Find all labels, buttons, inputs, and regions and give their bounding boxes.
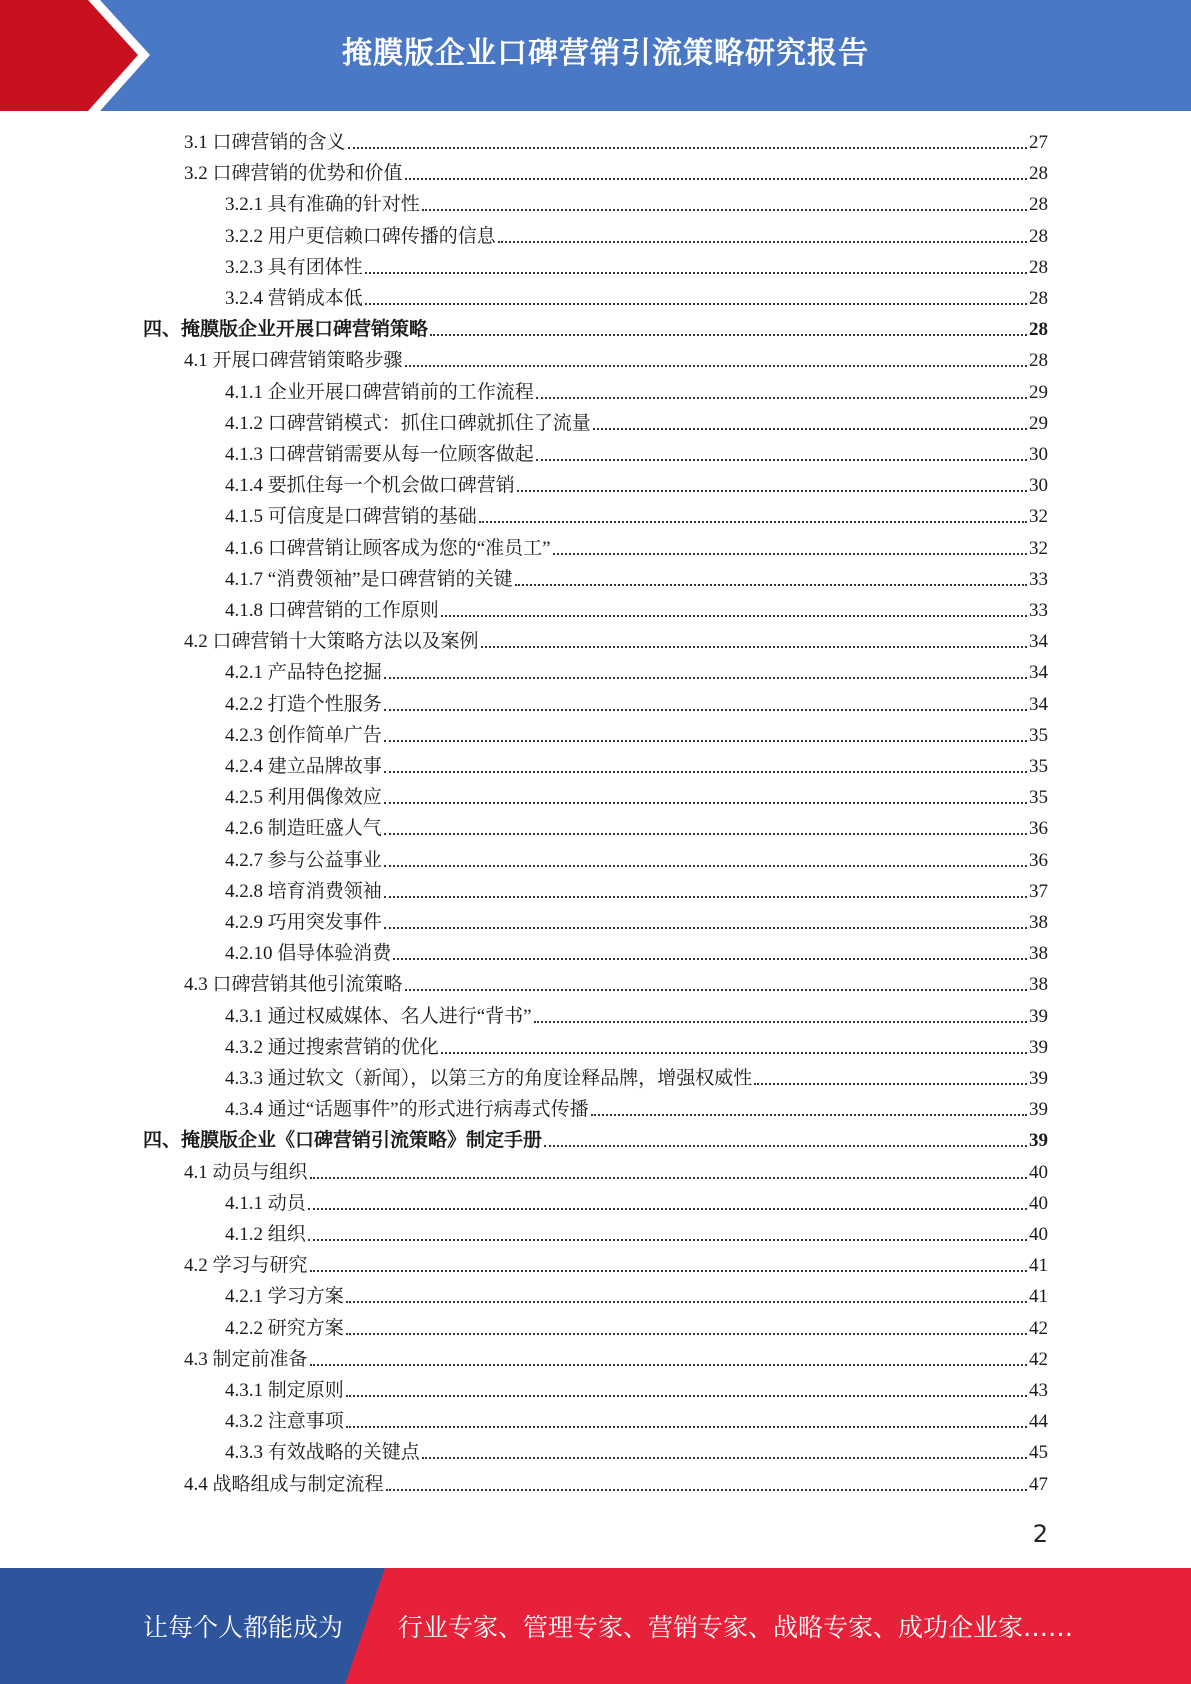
toc-entry-label: 4.3.2 注意事项 [225, 1411, 344, 1433]
toc-entry-label: 4.2.8 培育消费领袖 [225, 880, 382, 902]
toc-entry-label: 4.1.1 企业开展口碑营销前的工作流程 [225, 381, 534, 403]
toc-entry-page: 34 [1029, 693, 1048, 715]
toc-entry-page: 39 [1029, 1099, 1048, 1121]
toc-entry-label: 4.1.1 动员 [225, 1192, 306, 1214]
toc-entry[interactable] [184, 626, 1048, 657]
toc-entry-label: 4.3 口碑营销其他引流策略 [184, 974, 403, 996]
toc-entry-label: 4.1.4 要抓住每一个机会做口碑营销 [225, 475, 515, 497]
toc-entry[interactable] [225, 751, 1048, 782]
toc-entry-label: 4.2.1 产品特色挖掘 [225, 662, 382, 684]
toc-dot-leader [384, 676, 1027, 679]
toc-entry[interactable] [225, 501, 1048, 532]
toc-entry[interactable] [225, 439, 1048, 470]
toc-entry-page: 27 [1029, 132, 1048, 153]
toc-entry-label: 4.3.4 通过“话题事件”的形式进行病毒式传播 [225, 1099, 589, 1121]
toc-entry-label: 4.1.2 口碑营销模式：抓住口碑就抓住了流量 [225, 412, 591, 434]
toc-entry-label: 4.2.10 倡导体验消费 [225, 943, 392, 965]
toc-entry-page: 28 [1029, 288, 1048, 309]
toc-entry[interactable] [225, 876, 1048, 907]
toc-entry-page: 34 [1029, 631, 1048, 653]
toc-entry[interactable] [184, 1157, 1048, 1188]
toc-entry-page: 32 [1029, 506, 1048, 528]
toc-dot-leader [384, 739, 1027, 742]
toc-entry-page: 41 [1029, 1286, 1048, 1308]
toc-dot-leader [441, 1051, 1027, 1054]
toc-entry-label: 4.1.3 口碑营销需要从每一位顾客做起 [225, 444, 534, 465]
toc-dot-leader [365, 302, 1027, 305]
toc-entry[interactable] [225, 252, 1048, 283]
toc-entry-page: 35 [1029, 724, 1048, 746]
toc-entry-label: 4.3.3 有效战略的关键点 [225, 1442, 420, 1464]
toc-entry[interactable] [184, 1344, 1048, 1375]
toc-entry-page: 45 [1029, 1442, 1048, 1464]
toc-entry[interactable] [184, 127, 1048, 158]
toc-entry[interactable] [225, 283, 1048, 314]
toc-entry-page: 33 [1029, 568, 1048, 590]
toc-entry[interactable] [225, 1063, 1048, 1094]
toc-entry[interactable] [225, 1032, 1048, 1063]
toc-dot-leader [544, 1144, 1027, 1147]
toc-dot-leader [346, 1394, 1027, 1397]
toc-dot-leader [498, 240, 1027, 243]
toc-entry[interactable] [225, 221, 1048, 252]
toc-entry[interactable] [225, 1437, 1048, 1468]
toc-entry-label: 3.2.2 用户更信赖口碑传播的信息 [225, 225, 496, 247]
toc-entry-label: 4.2.2 打造个性服务 [225, 693, 382, 715]
toc-entry[interactable] [225, 377, 1048, 408]
toc-dot-leader [517, 489, 1027, 492]
toc-entry[interactable] [184, 1469, 1048, 1500]
toc-entry-page: 47 [1029, 1473, 1048, 1495]
toc-dot-leader [536, 396, 1027, 399]
toc-entry-page: 40 [1029, 1224, 1048, 1245]
toc-entry[interactable] [225, 938, 1048, 969]
toc-entry-page: 39 [1029, 1005, 1048, 1027]
toc-entry-page: 43 [1029, 1380, 1048, 1401]
toc-entry-page: 44 [1029, 1411, 1048, 1433]
toc-entry-label: 4.2.3 创作简单广告 [225, 724, 382, 746]
toc-entry[interactable] [225, 845, 1048, 876]
toc-entry-page: 38 [1029, 912, 1048, 933]
toc-entry-label: 4.3 制定前准备 [184, 1348, 308, 1370]
toc-dot-leader [310, 1269, 1027, 1272]
toc-dot-leader [384, 770, 1027, 773]
toc-entry-page: 28 [1029, 319, 1048, 341]
toc-chapter-entry[interactable] [143, 1125, 1048, 1156]
toc-entry[interactable] [184, 345, 1048, 376]
toc-entry-page: 35 [1029, 756, 1048, 777]
document-title: 掩膜版企业口碑营销引流策略研究报告 [342, 36, 869, 71]
toc-entry-label: 4.1 动员与组织 [184, 1161, 308, 1183]
toc-entry[interactable] [225, 533, 1048, 564]
toc-entry[interactable] [225, 1219, 1048, 1250]
toc-entry-label: 4.2.1 学习方案 [225, 1286, 344, 1308]
toc-entry[interactable] [225, 564, 1048, 595]
toc-entry-label: 4.1.8 口碑营销的工作原则 [225, 600, 439, 621]
toc-dot-leader [405, 177, 1027, 180]
toc-entry-page: 39 [1029, 1130, 1048, 1152]
toc-entry-label: 4.1.6 口碑营销让顾客成为您的“准员工” [225, 537, 551, 559]
toc-entry-page: 29 [1029, 412, 1048, 434]
toc-dot-leader [422, 1456, 1027, 1459]
toc-entry-label: 4.4 战略组成与制定流程 [184, 1473, 384, 1495]
toc-entry-label: 3.2.1 具有准确的针对性 [225, 194, 420, 216]
toc-entry[interactable] [225, 720, 1048, 751]
toc-dot-leader [405, 988, 1027, 991]
toc-dot-leader [384, 895, 1027, 898]
toc-entry-page: 39 [1029, 1068, 1048, 1089]
toc-entry-page: 38 [1029, 974, 1048, 996]
toc-entry-label: 4.3.1 通过权威媒体、名人进行“背书” [225, 1005, 532, 1027]
toc-entry-page: 32 [1029, 537, 1048, 559]
toc-dot-leader [479, 520, 1027, 523]
toc-entry[interactable] [225, 470, 1048, 501]
toc-dot-leader [384, 832, 1027, 835]
toc-dot-leader [308, 1207, 1027, 1210]
toc-entry-label: 4.2.7 参与公益事业 [225, 849, 382, 871]
toc-entry-page: 28 [1029, 225, 1048, 247]
toc-entry-label: 4.2.6 制造旺盛人气 [225, 818, 382, 840]
toc-entry[interactable] [225, 782, 1048, 813]
toc-dot-leader [346, 1332, 1027, 1335]
toc-dot-leader [384, 864, 1027, 867]
toc-entry[interactable] [225, 1406, 1048, 1437]
toc-entry-label: 4.1.5 可信度是口碑营销的基础 [225, 506, 477, 528]
toc-entry-label: 4.2.4 建立品牌故事 [225, 756, 382, 777]
toc-dot-leader [481, 645, 1027, 648]
toc-dot-leader [384, 708, 1027, 711]
toc-entry-page: 40 [1029, 1192, 1048, 1214]
toc-entry-page: 40 [1029, 1161, 1048, 1183]
toc-entry[interactable] [225, 408, 1048, 439]
toc-entry-page: 30 [1029, 444, 1048, 465]
toc-entry-label: 3.2.4 营销成本低 [225, 288, 363, 309]
toc-entry-page: 34 [1029, 662, 1048, 684]
toc-entry-page: 33 [1029, 600, 1048, 621]
toc-dot-leader [348, 146, 1027, 149]
toc-entry-label: 4.2 学习与研究 [184, 1255, 308, 1277]
page-footer [0, 1568, 1191, 1684]
toc-entry-label: 4.3.3 通过软文（新闻），以第三方的角度诠释品牌，增强权威性 [225, 1068, 753, 1089]
toc-entry-label: 4.2.5 利用偶像效应 [225, 787, 382, 809]
toc-entry-page: 30 [1029, 475, 1048, 497]
toc-entry[interactable] [184, 969, 1048, 1000]
toc-entry[interactable] [225, 595, 1048, 626]
toc-entry[interactable] [225, 907, 1048, 938]
toc-dot-leader [441, 614, 1027, 617]
footer-slogan-left: 让每个人都能成为 [143, 1613, 344, 1642]
toc-entry-label: 3.2 口碑营销的优势和价值 [184, 163, 403, 185]
toc-entry[interactable] [184, 158, 1048, 189]
toc-entry-page: 28 [1029, 256, 1048, 278]
toc-entry-label: 4.3.1 制定原则 [225, 1380, 344, 1401]
toc-entry-label: 4.1 开展口碑营销策略步骤 [184, 350, 403, 372]
toc-entry[interactable] [225, 189, 1048, 220]
toc-entry-page: 39 [1029, 1036, 1048, 1058]
toc-entry-label: 3.1 口碑营销的含义 [184, 132, 346, 153]
toc-dot-leader [591, 1113, 1027, 1116]
toc-dot-leader [384, 926, 1027, 929]
toc-dot-leader [365, 271, 1027, 274]
toc-dot-leader [593, 427, 1027, 430]
toc-entry[interactable] [225, 1313, 1048, 1344]
toc-entry-page: 38 [1029, 943, 1048, 965]
toc-dot-leader [515, 583, 1027, 586]
toc-entry-page: 37 [1029, 880, 1048, 902]
toc-entry-page: 29 [1029, 381, 1048, 403]
toc-entry-page: 28 [1029, 163, 1048, 185]
toc-dot-leader [430, 333, 1027, 336]
page-header [0, 0, 1191, 111]
toc-entry-page: 36 [1029, 818, 1048, 840]
toc-entry-label: 3.2.3 具有团体性 [225, 256, 363, 278]
toc-dot-leader [393, 957, 1027, 960]
toc-dot-leader [553, 552, 1027, 555]
toc-dot-leader [310, 1176, 1027, 1179]
toc-chapter-entry[interactable] [143, 314, 1048, 345]
toc-entry[interactable] [225, 689, 1048, 720]
toc-entry[interactable] [184, 1250, 1048, 1281]
toc-entry-label: 4.1.2 组织 [225, 1224, 306, 1245]
toc-entry[interactable] [225, 1094, 1048, 1125]
toc-entry-label: 四、掩膜版企业开展口碑营销策略 [143, 319, 429, 341]
toc-entry-page: 36 [1029, 849, 1048, 871]
toc-dot-leader [346, 1300, 1027, 1303]
toc-dot-leader [308, 1238, 1027, 1241]
toc-entry-page: 41 [1029, 1255, 1048, 1277]
toc-entry[interactable] [225, 657, 1048, 688]
toc-entry-page: 35 [1029, 787, 1048, 809]
toc-dot-leader [422, 208, 1027, 211]
toc-entry[interactable] [225, 1188, 1048, 1219]
toc-dot-leader [405, 364, 1027, 367]
toc-dot-leader [536, 458, 1027, 461]
toc-entry-label: 4.3.2 通过搜索营销的优化 [225, 1036, 439, 1058]
toc-dot-leader [754, 1082, 1027, 1085]
toc-entry-page: 28 [1029, 350, 1048, 372]
toc-entry-page: 42 [1029, 1348, 1048, 1370]
toc-entry-label: 4.2.9 巧用突发事件 [225, 912, 382, 933]
toc-dot-leader [534, 1020, 1027, 1023]
toc-dot-leader [386, 1488, 1027, 1491]
page-number: 2 [1032, 1520, 1048, 1548]
toc-entry-label: 四、掩膜版企业《口碑营销引流策略》制定手册 [143, 1130, 543, 1152]
toc-entry-page: 28 [1029, 194, 1048, 216]
toc-entry[interactable] [225, 813, 1048, 844]
toc-entry[interactable] [225, 1281, 1048, 1312]
toc-dot-leader [346, 1425, 1027, 1428]
toc-entry-page: 42 [1029, 1317, 1048, 1339]
toc-entry[interactable] [225, 1375, 1048, 1406]
toc-dot-leader [310, 1363, 1027, 1366]
toc-entry-label: 4.1.7 “消费领袖”是口碑营销的关键 [225, 568, 513, 590]
toc-entry-label: 4.2.2 研究方案 [225, 1317, 344, 1339]
footer-slogan-right: 行业专家、管理专家、营销专家、战略专家、成功企业家…… [398, 1613, 1074, 1642]
toc-entry[interactable] [225, 1001, 1048, 1032]
toc-dot-leader [384, 801, 1027, 804]
toc-entry-label: 4.2 口碑营销十大策略方法以及案例 [184, 631, 479, 653]
